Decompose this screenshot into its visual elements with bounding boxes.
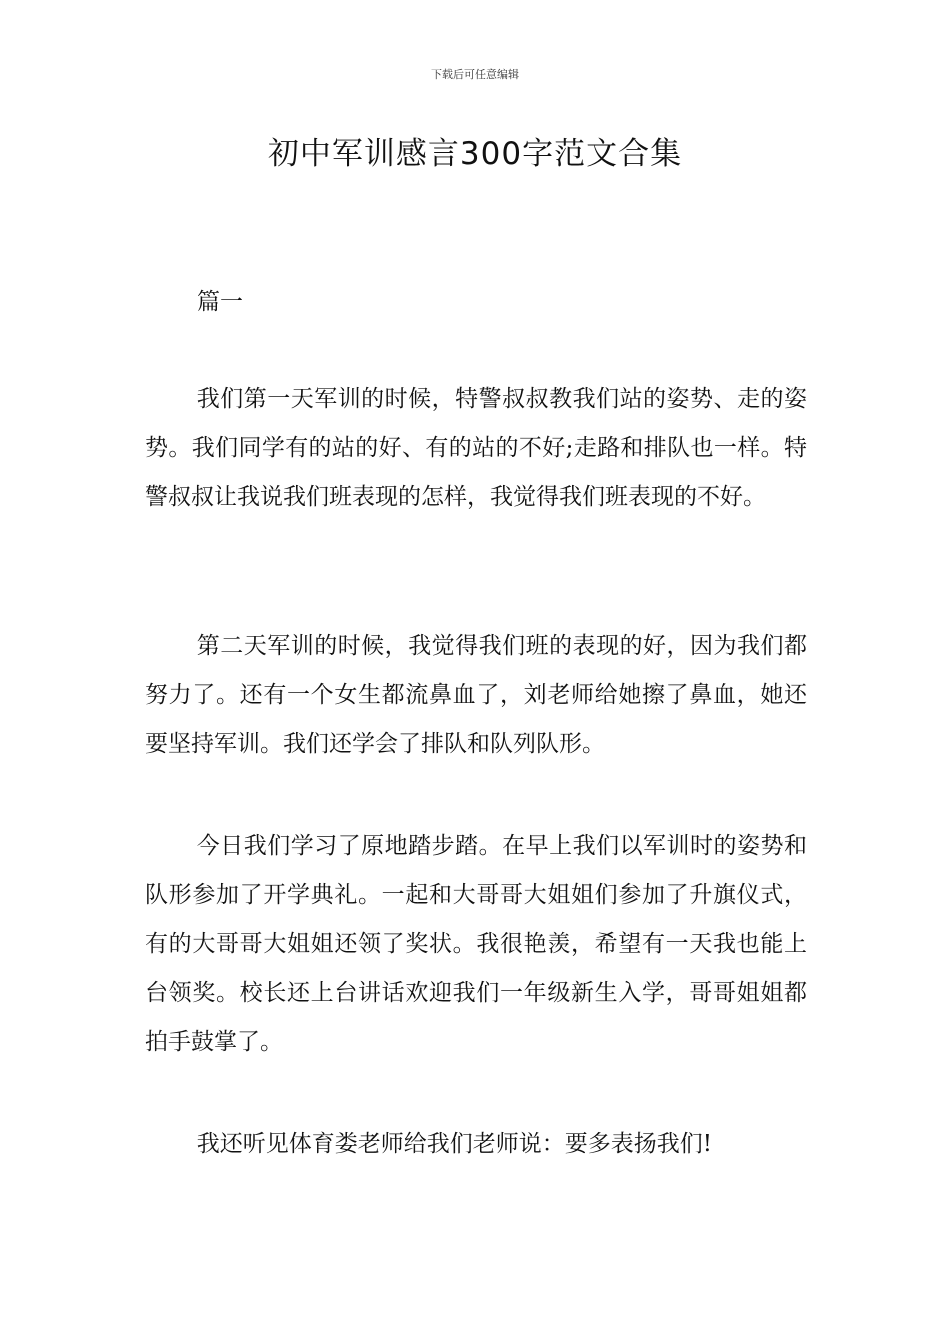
header-note: 下载后可任意编辑 [431, 68, 519, 81]
paragraph-3-block [145, 822, 807, 1067]
paragraph: 我还听见体育娄老师给我们老师说：要多表扬我们! [196, 1131, 712, 1157]
paragraph-1-block [145, 375, 807, 522]
page-title: 初中军训感言300字范文合集 [267, 136, 683, 172]
paragraph: 今日我们学习了原地踏步踏。在早上我们以军训时的姿势和队形参加了开学典礼。一起和大哥哥大姐姐们参加了升旗仪式，有的大哥哥大姐姐还领了奖状。我很艳羡，希望有一天我也能上台领奖。校长还上台讲话欢迎我们一年级新生入学，哥哥姐姐都拍手鼓掌了。 [145, 833, 807, 1055]
paragraph: 我们第一天军训的时候，特警叔叔教我们站的姿势、走的姿势。我们同学有的站的好、有的站的不好;走路和排队也一样。特警叔叔让我说我们班表现的怎样，我觉得我们班表现的不好。 [145, 386, 807, 510]
paragraph-4-block [145, 1120, 807, 1169]
paragraph: 第二天军训的时候，我觉得我们班的表现的好，因为我们都努力了。还有一个女生都流鼻血了，刘老师给她擦了鼻血，她还要坚持军训。我们还学会了排队和队列队形。 [145, 633, 807, 757]
paragraph-2-block [145, 622, 807, 769]
section-label: 篇一 [197, 289, 243, 315]
